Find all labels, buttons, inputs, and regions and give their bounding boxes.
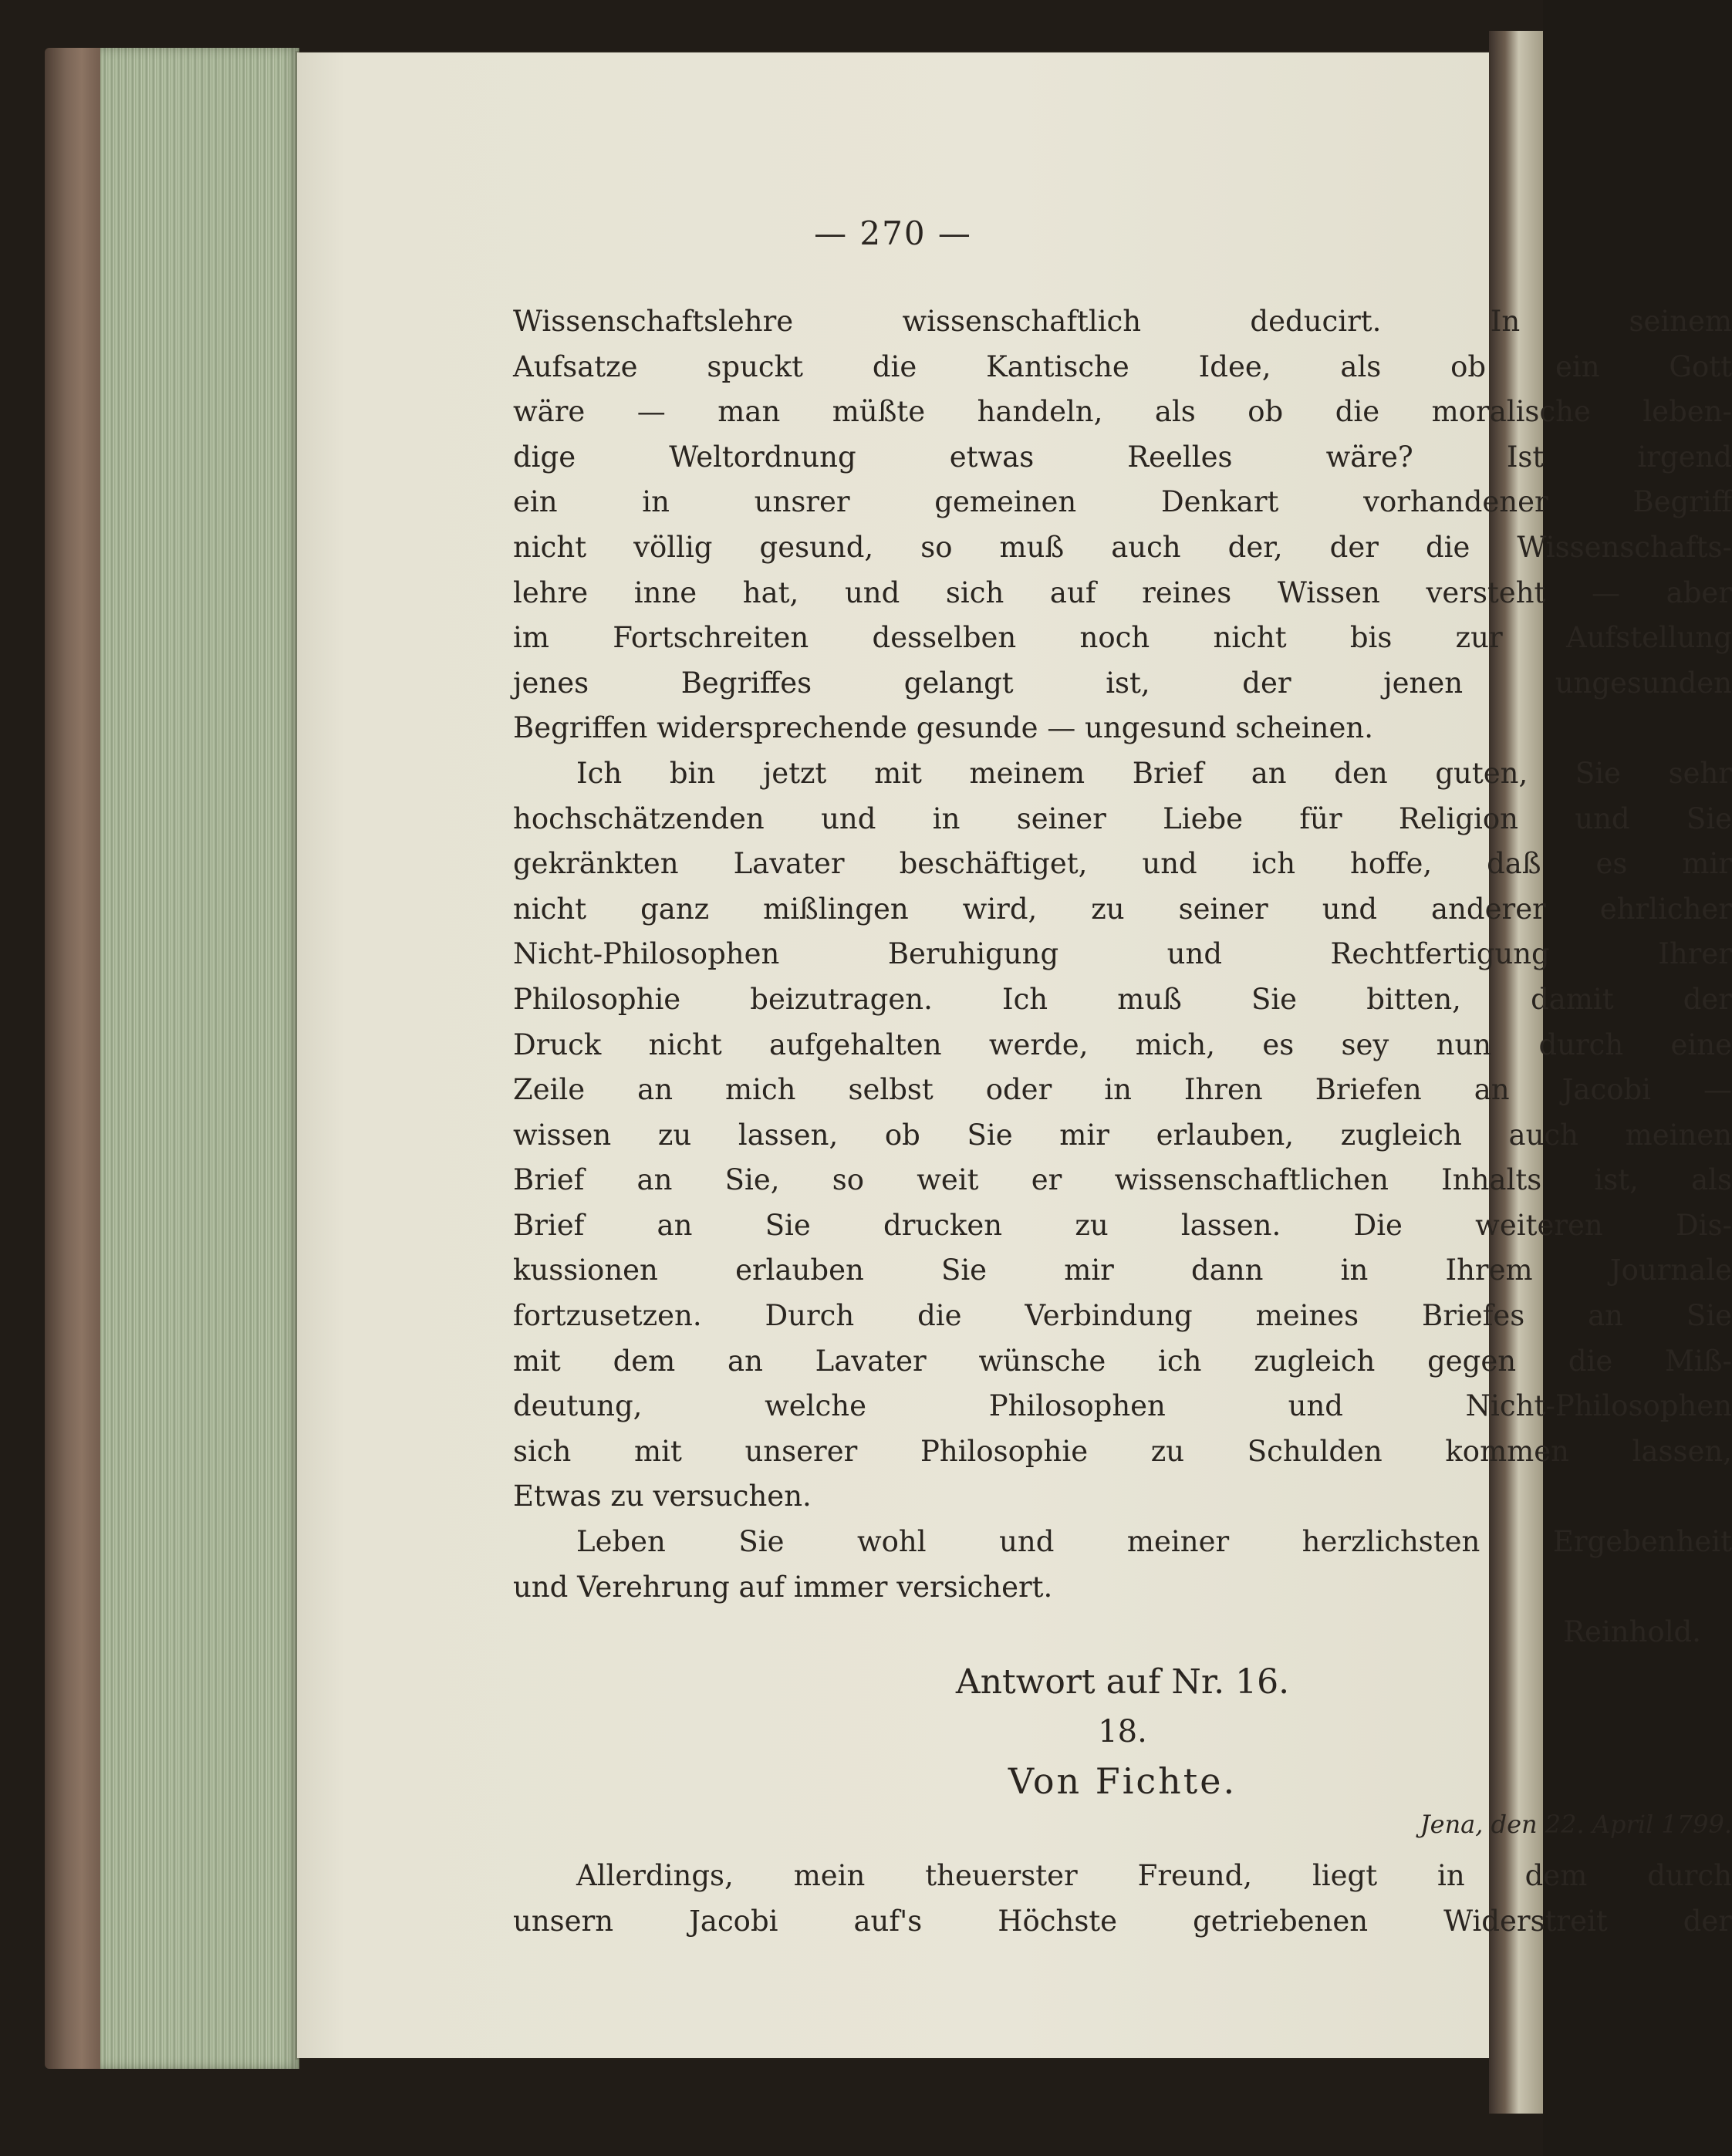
letter-header (513, 1657, 1732, 1807)
text-line: ein in unsrer gemeinen Denkart vorhandener Begriff (513, 485, 1732, 519)
page-block-edges (100, 48, 299, 2069)
book-page (297, 52, 1732, 2058)
signature: Reinhold. (1563, 1615, 1701, 1649)
letter-body (513, 1854, 1732, 1944)
text-line: nicht völlig gesund, so muß auch der, der die Wissenschafts- (513, 530, 1732, 564)
text-line: deutung, welche Philosophen und Nicht-Philosophen (513, 1389, 1732, 1423)
text-line: Philosophie beizutragen. Ich muß Sie bitten, damit der (513, 982, 1732, 1016)
text-line: Etwas zu versuchen. (513, 1480, 812, 1513)
text-line: Zeile an mich selbst oder in Ihren Briefen an Jacobi — (513, 1073, 1732, 1107)
text-line: wäre — man müßte handeln, als ob die moralische leben- (513, 395, 1732, 429)
page-text (297, 52, 1732, 2058)
text-line: Ich bin jetzt mit meinem Brief an den guten, Sie sehr (576, 756, 1732, 790)
section-heading: Antwort auf Nr. 16. (955, 1662, 1290, 1702)
dateline: Jena, den 22. April 1799. (1420, 1810, 1732, 1839)
letter-author: Von Fichte. (1008, 1760, 1237, 1802)
text-line: Allerdings, mein theuerster Freund, liegt in dem durch (576, 1859, 1732, 1892)
page-number: — 270 — (814, 214, 972, 252)
text-line: Wissenschaftslehre wissenschaftlich deducirt. In seinem (513, 305, 1732, 338)
text-line: lehre inne hat, und sich auf reines Wissen versteht — aber (513, 575, 1732, 609)
text-line: fortzusetzen. Durch die Verbindung meines Briefes an Sie (513, 1299, 1732, 1333)
book-cover-edge (45, 48, 106, 2069)
text-line: jenes Begriffes gelangt ist, der jenen ungesunden (513, 666, 1732, 700)
text-line: Nicht-Philosophen Beruhigung und Rechtfertigung Ihrer (513, 937, 1732, 971)
text-line: Brief an Sie, so weit er wissenschaftlichen Inhalts ist, als (513, 1163, 1732, 1197)
text-line: Aufsatze spuckt die Kantische Idee, als ob ein Gott (513, 349, 1732, 383)
text-line: Leben Sie wohl und meiner herzlichsten Ergebenheit (576, 1525, 1732, 1559)
text-line: Brief an Sie drucken zu lassen. Die weiteren Dis- (513, 1208, 1732, 1242)
letter-number: 18. (1098, 1714, 1147, 1749)
text-line: Druck nicht aufgehalten werde, mich, es sey nun durch eine (513, 1027, 1732, 1061)
text-line: sich mit unserer Philosophie zu Schulden kommen lassen, (513, 1434, 1732, 1468)
body-text (513, 299, 1732, 1655)
text-line: kussionen erlauben Sie mir dann in Ihrem Journale (513, 1253, 1732, 1287)
text-line: im Fortschreiten desselben noch nicht bis zur Aufstellung (513, 621, 1732, 655)
text-line: und Verehrung auf immer versichert. (513, 1570, 1053, 1604)
text-line: Begriffen widersprechende gesunde — ungesund scheinen. (513, 711, 1373, 745)
text-line: unsern Jacobi auf's Höchste getriebenen Widerstreit der (513, 1904, 1732, 1938)
text-line: mit dem an Lavater wünsche ich zugleich gegen die Miß- (513, 1344, 1732, 1378)
text-line: gekränkten Lavater beschäftiget, und ich hoffe, daß es mir (513, 847, 1732, 881)
text-line: wissen zu lassen, ob Sie mir erlauben, zugleich auch meinen (513, 1118, 1732, 1152)
text-line: nicht ganz mißlingen wird, zu seiner und anderer ehrlicher (513, 892, 1732, 926)
text-line: dige Weltordnung etwas Reelles wäre? Ist irgend (513, 440, 1732, 474)
text-line: hochschätzenden und in seiner Liebe für Religion und Sie (513, 801, 1732, 835)
